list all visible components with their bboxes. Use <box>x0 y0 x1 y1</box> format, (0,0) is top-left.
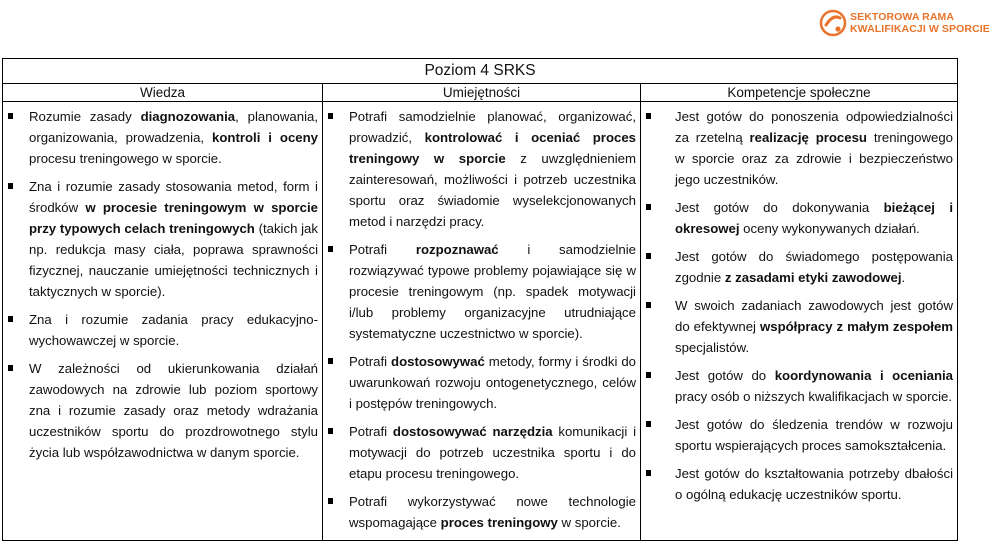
social-competences-list <box>645 106 953 505</box>
bullet-icon <box>646 253 651 259</box>
item-text: W zależności od ukierunkowania działań zawodowych na zdrowie lub poziom sportowy zna i rozumie zasady oraz metody wdrażania uczestników sportu do prozdrowotnego stylu życia lub współzawodnictwa w danym sporcie. <box>29 361 318 460</box>
list-item <box>7 358 318 463</box>
emphasis-text: proces treningowy <box>440 515 558 530</box>
list-item <box>7 176 318 302</box>
item-text: w sporcie. <box>557 515 621 530</box>
item-text: oceny wykonywanych działań. <box>739 221 920 236</box>
emphasis-text: kontrolować i oceniać proces treningowy w sporcie <box>349 130 636 166</box>
list-item <box>327 239 636 344</box>
item-text: Zna i rozumie zasady stosowania metod, form i środków <box>29 179 318 215</box>
emphasis-text: w procesie treningowym w sporcie przy typowych celach treningowych <box>29 200 318 236</box>
list-item <box>7 309 318 351</box>
bullet-icon <box>8 113 13 119</box>
bullet-icon <box>8 316 13 322</box>
bullet-icon <box>646 470 651 476</box>
bullet-icon <box>328 428 333 434</box>
bullet-icon <box>646 372 651 378</box>
item-text: komunikacji i motywacji do potrzeb uczestnika sportu i do etapu procesu treningowego. <box>349 424 636 481</box>
emphasis-text: współpracy z małym zespołem <box>759 319 954 334</box>
skills-cell <box>323 102 641 541</box>
item-text: Potrafi <box>349 242 416 257</box>
logo-line-2: KWALIFIKACJI W SPORCIE <box>850 23 990 35</box>
item-text: Potrafi wykorzystywać nowe technologie wspomagające <box>349 494 636 530</box>
level-title: Poziom 4 SRKS <box>3 59 958 84</box>
emphasis-text: z zasadami etyki zawodowej <box>724 270 902 285</box>
bullet-icon <box>328 358 333 364</box>
bullet-icon <box>8 183 13 189</box>
item-text: i samodzielnie rozwiązywać typowe problemy pojawiające się w procesie treningowym (np. spadek motywacji i/lub problemy organizacyjne utrudniające systematyczne uczestnictwo w sporcie). <box>349 242 636 341</box>
knowledge-cell <box>3 102 323 541</box>
bullet-icon <box>328 113 333 119</box>
item-text: Potrafi samodzielnie planować, organizować, prowadzić, <box>349 109 636 145</box>
item-text: z uwzględnieniem zainteresowań, możliwości i potrzeb uczestnika sportu oraz świadomie wyselekcjonowanych metod i narzędzi pracy. <box>349 151 636 229</box>
item-text: pracy osób o niższych kwalifikacjach w sporcie. <box>675 389 953 404</box>
emphasis-text: dostosowywać narzędzia <box>392 424 553 439</box>
list-item <box>327 421 636 484</box>
list-item <box>7 106 318 169</box>
list-item <box>327 106 636 232</box>
item-text: specjalistów. <box>675 340 750 355</box>
item-text: treningowego w sporcie oraz za zdrowie i bezpieczeństwo jego uczestników. <box>675 130 954 187</box>
list-item <box>645 106 953 190</box>
item-text: Jest gotów do dokonywania <box>675 200 884 215</box>
header-skills: Umiejętności <box>323 84 641 102</box>
skills-list <box>327 106 636 533</box>
emphasis-text: rozpoznawać <box>415 242 499 257</box>
bullet-icon <box>328 246 333 252</box>
item-text: . <box>901 270 906 285</box>
bullet-icon <box>646 204 651 210</box>
bullet-icon <box>646 421 651 427</box>
item-text: , planowania, organizowania, prowadzenia, <box>29 109 318 145</box>
item-text: Potrafi <box>349 354 392 369</box>
logo-text <box>850 11 990 35</box>
item-text: Jest gotów do śledzenia trendów w rozwoju sportu wspierających proces samokształcenia. <box>675 417 954 453</box>
item-text: Rozumie zasady <box>29 109 141 124</box>
emphasis-text: diagnozowania <box>140 109 236 124</box>
logo-line-1: SEKTOROWA RAMA <box>850 11 955 23</box>
emphasis-text: realizację procesu <box>749 130 867 145</box>
social-competences-cell <box>641 102 958 541</box>
list-item <box>645 463 953 505</box>
list-item <box>645 295 953 358</box>
item-text: Zna i rozumie zadania pracy edukacyjno-wychowawczej w sporcie. <box>29 312 318 348</box>
item-text: Potrafi <box>349 424 393 439</box>
bullet-icon <box>328 498 333 504</box>
item-text: W swoich zadaniach zawodowych jest gotów do efektywnej <box>675 298 954 334</box>
header-social-competences: Kompetencje społeczne <box>641 84 958 102</box>
item-text: procesu treningowego w sporcie. <box>29 151 222 166</box>
bullet-icon <box>646 302 651 308</box>
emphasis-text: koordynowania i oceniania <box>774 368 954 383</box>
list-item <box>645 365 953 407</box>
srks-logo <box>820 4 990 46</box>
emphasis-text: bieżącej i okresowej <box>675 200 954 236</box>
item-text: metody, formy i środki do uwarunkowań rozwoju ontogenetycznego, celów i postępów treningowych. <box>349 354 636 411</box>
knowledge-list <box>7 106 318 463</box>
emphasis-text: dostosowywać <box>391 354 485 369</box>
header-knowledge: Wiedza <box>3 84 323 102</box>
bullet-icon <box>646 113 651 119</box>
list-item <box>645 197 953 239</box>
list-item <box>645 246 953 288</box>
item-text: Jest gotów do świadomego postępowania zgodnie <box>675 249 954 285</box>
item-text: Jest gotów do ponoszenia odpowiedzialności za rzetelną <box>675 109 954 145</box>
logo-emblem-icon <box>820 8 846 38</box>
item-text: (takich jak np. redukcja masy ciała, poprawa sprawności fizycznej, nauczanie umiejętności technicznych i taktycznych w sporcie). <box>29 221 318 299</box>
item-text: Jest gotów do kształtowania potrzeby dbałości o ogólną edukację uczestników sportu. <box>675 466 954 502</box>
list-item <box>645 414 953 456</box>
list-item <box>327 351 636 414</box>
competency-table <box>2 58 958 541</box>
emphasis-text: kontroli i oceny <box>212 130 318 145</box>
item-text: Jest gotów do <box>675 368 775 383</box>
list-item <box>327 491 636 533</box>
bullet-icon <box>8 365 13 371</box>
